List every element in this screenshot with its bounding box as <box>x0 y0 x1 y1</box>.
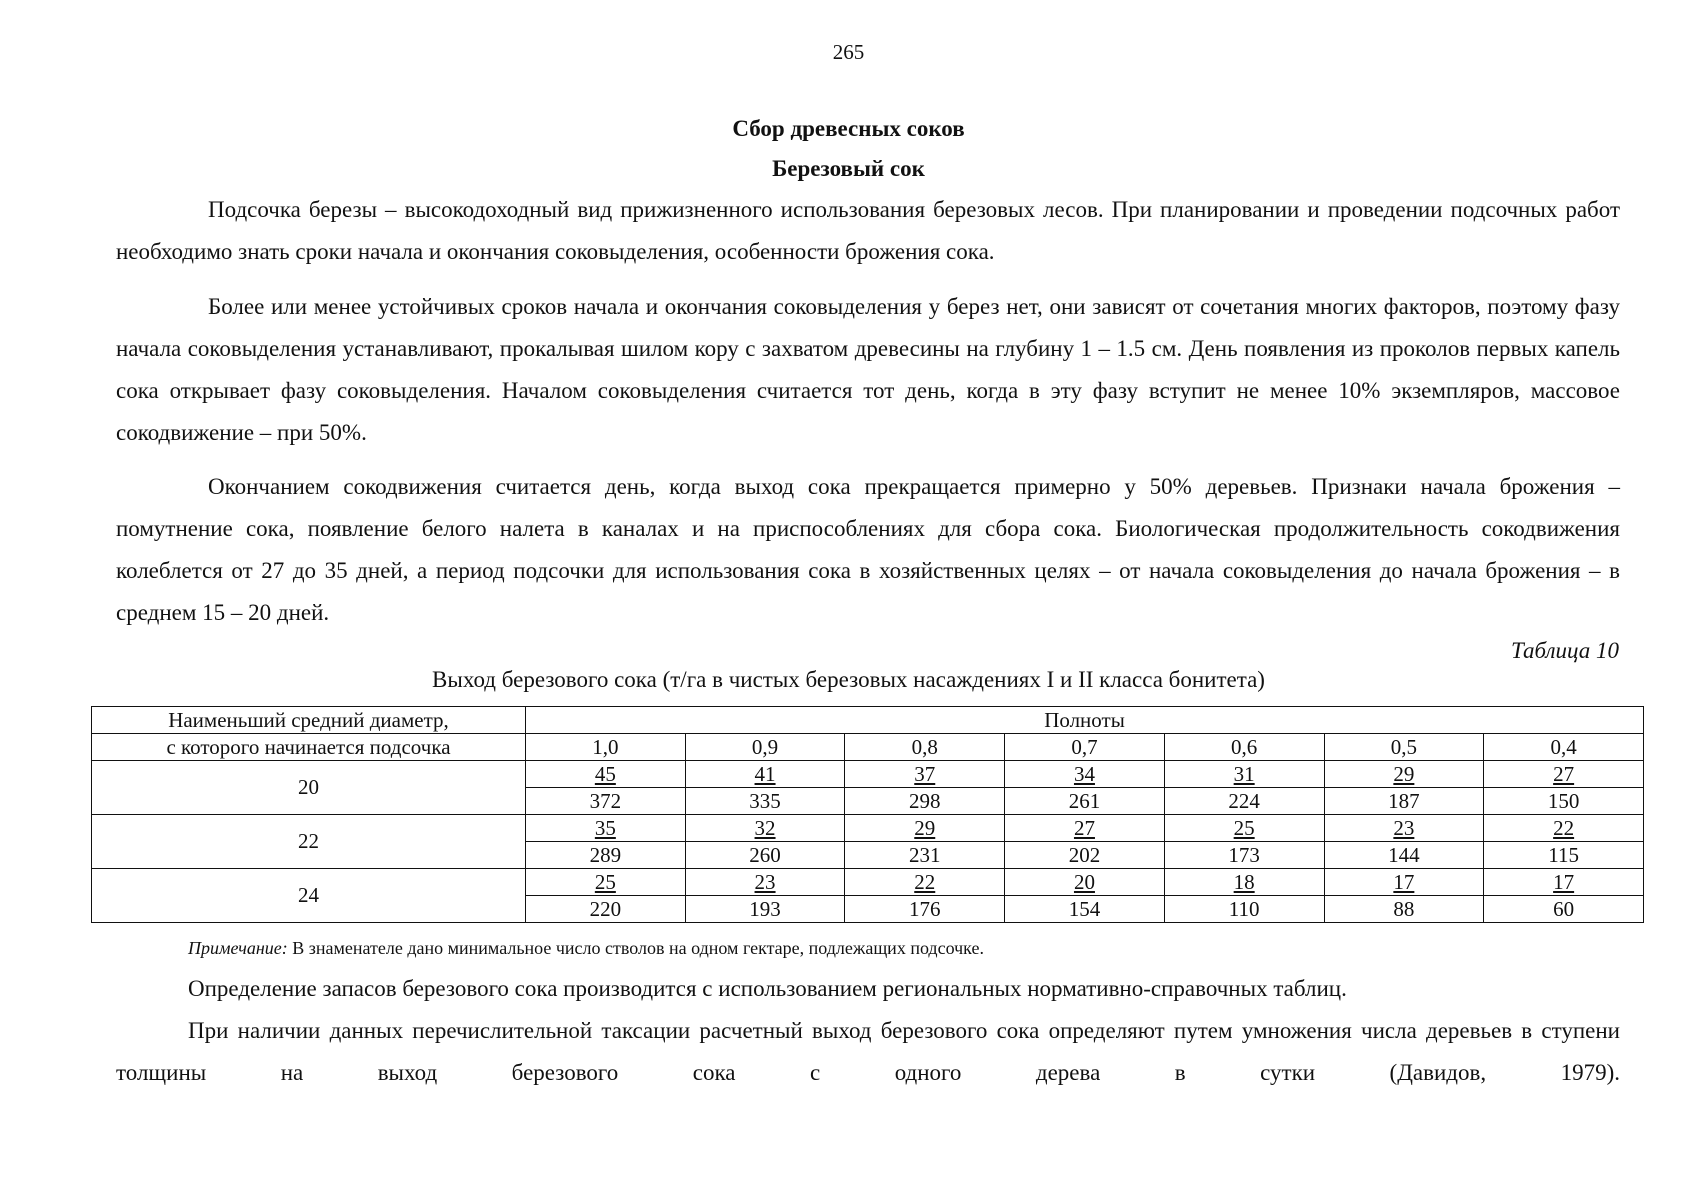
denominator-cell: 261 <box>1005 788 1165 815</box>
paragraph-3: Окончанием сокодвижения считается день, когда выход сока прекращается примерно у 50% деревьев. Признаки начала брожения – помутнение сока, появление белого налета в каналах и на приспособлениях для сбора сока. Биологическая продолжительность сокодвижения колеблется от 27 до 35 дней, а период подсочки для использования сока в хозяйственных целях – от начала соковыделения до начала брожения – в среднем 15 – 20 дней. <box>116 474 1620 625</box>
denominator-cell: 110 <box>1164 896 1324 923</box>
numerator-cell: 18 <box>1164 869 1324 896</box>
header-diameter-line2: с которого начинается подсочка <box>92 734 526 761</box>
denominator-cell: 372 <box>526 788 686 815</box>
paragraph-5: При наличии данных перечислительной таксации расчетный выход березового сока определяют путем умножения числа деревьев в ступени толщины на выход березового сока с одного дерева в сутки (Давидов, 1979). <box>116 1018 1620 1085</box>
table-header-row-2 <box>92 734 1644 761</box>
note-text: В знаменателе дано минимальное число стволов на одном гектаре, подлежащих подсочке. <box>287 938 984 958</box>
section-title: Сбор древесных соков <box>732 116 965 141</box>
numerator-cell: 37 <box>845 761 1005 788</box>
numerator-cell: 25 <box>1164 815 1324 842</box>
numerator-cell: 27 <box>1484 761 1644 788</box>
table-row-numerator <box>92 869 1644 896</box>
diameter-cell: 22 <box>92 815 526 869</box>
table-header-row-1 <box>92 707 1644 734</box>
numerator-cell: 45 <box>526 761 686 788</box>
density-header: 0,5 <box>1324 734 1484 761</box>
numerator-cell: 41 <box>685 761 845 788</box>
denominator-cell: 231 <box>845 842 1005 869</box>
numerator-cell: 25 <box>526 869 686 896</box>
numerator-cell: 23 <box>1324 815 1484 842</box>
table-label: Таблица 10 <box>1510 638 1619 663</box>
paragraph-4: Определение запасов березового сока производится с использованием региональных нормативно-справочных таблиц. <box>188 976 1347 1001</box>
denominator-cell: 144 <box>1324 842 1484 869</box>
denominator-cell: 115 <box>1484 842 1644 869</box>
numerator-cell: 17 <box>1324 869 1484 896</box>
numerator-cell: 31 <box>1164 761 1324 788</box>
numerator-cell: 23 <box>685 869 845 896</box>
numerator-cell: 17 <box>1484 869 1644 896</box>
birch-sap-yield-table <box>91 706 1644 923</box>
numerator-cell: 32 <box>685 815 845 842</box>
numerator-cell: 22 <box>845 869 1005 896</box>
density-header: 1,0 <box>526 734 686 761</box>
header-density: Полноты <box>526 707 1644 734</box>
paragraph-2: Более или менее устойчивых сроков начала и окончания соковыделения у берез нет, они зависят от сочетания многих факторов, поэтому фазу начала соковыделения устанавливают, прокалывая шилом кору с захватом древесины на глубину 1 – 1.5 см. День появления из проколов первых капель сока открывает фазу соковыделения. Началом соковыделения считается тот день, когда в эту фазу вступит не менее 10% экземпляров, массовое сокодвижение – при 50%. <box>116 294 1620 445</box>
denominator-cell: 193 <box>685 896 845 923</box>
numerator-cell: 27 <box>1005 815 1165 842</box>
denominator-cell: 298 <box>845 788 1005 815</box>
numerator-cell: 20 <box>1005 869 1165 896</box>
table-row-numerator <box>92 815 1644 842</box>
denominator-cell: 187 <box>1324 788 1484 815</box>
numerator-cell: 34 <box>1005 761 1165 788</box>
header-diameter-line1: Наименьший средний диаметр, <box>92 707 526 734</box>
denominator-cell: 260 <box>685 842 845 869</box>
table-note <box>188 938 984 959</box>
denominator-cell: 60 <box>1484 896 1644 923</box>
page-number: 265 <box>832 40 865 64</box>
numerator-cell: 22 <box>1484 815 1644 842</box>
table-row-numerator <box>92 761 1644 788</box>
density-header: 0,4 <box>1484 734 1644 761</box>
denominator-cell: 224 <box>1164 788 1324 815</box>
numerator-cell: 29 <box>845 815 1005 842</box>
density-header: 0,6 <box>1164 734 1324 761</box>
numerator-cell: 35 <box>526 815 686 842</box>
subsection-title: Березовый сок <box>772 156 925 181</box>
denominator-cell: 173 <box>1164 842 1324 869</box>
denominator-cell: 150 <box>1484 788 1644 815</box>
denominator-cell: 154 <box>1005 896 1165 923</box>
denominator-cell: 202 <box>1005 842 1165 869</box>
denominator-cell: 335 <box>685 788 845 815</box>
note-label: Примечание: <box>188 938 288 958</box>
density-header: 0,8 <box>845 734 1005 761</box>
numerator-cell: 29 <box>1324 761 1484 788</box>
denominator-cell: 88 <box>1324 896 1484 923</box>
density-header: 0,7 <box>1005 734 1165 761</box>
density-header: 0,9 <box>685 734 845 761</box>
denominator-cell: 220 <box>526 896 686 923</box>
diameter-cell: 20 <box>92 761 526 815</box>
denominator-cell: 289 <box>526 842 686 869</box>
denominator-cell: 176 <box>845 896 1005 923</box>
paragraph-1: Подсочка березы – высокодоходный вид прижизненного использования березовых лесов. При планировании и проведении подсочных работ необходимо знать сроки начала и окончания соковыделения, особенности брожения сока. <box>116 197 1620 264</box>
diameter-cell: 24 <box>92 869 526 923</box>
table-caption: Выход березового сока (т/га в чистых березовых насаждениях I и II класса бонитета) <box>432 667 1265 692</box>
